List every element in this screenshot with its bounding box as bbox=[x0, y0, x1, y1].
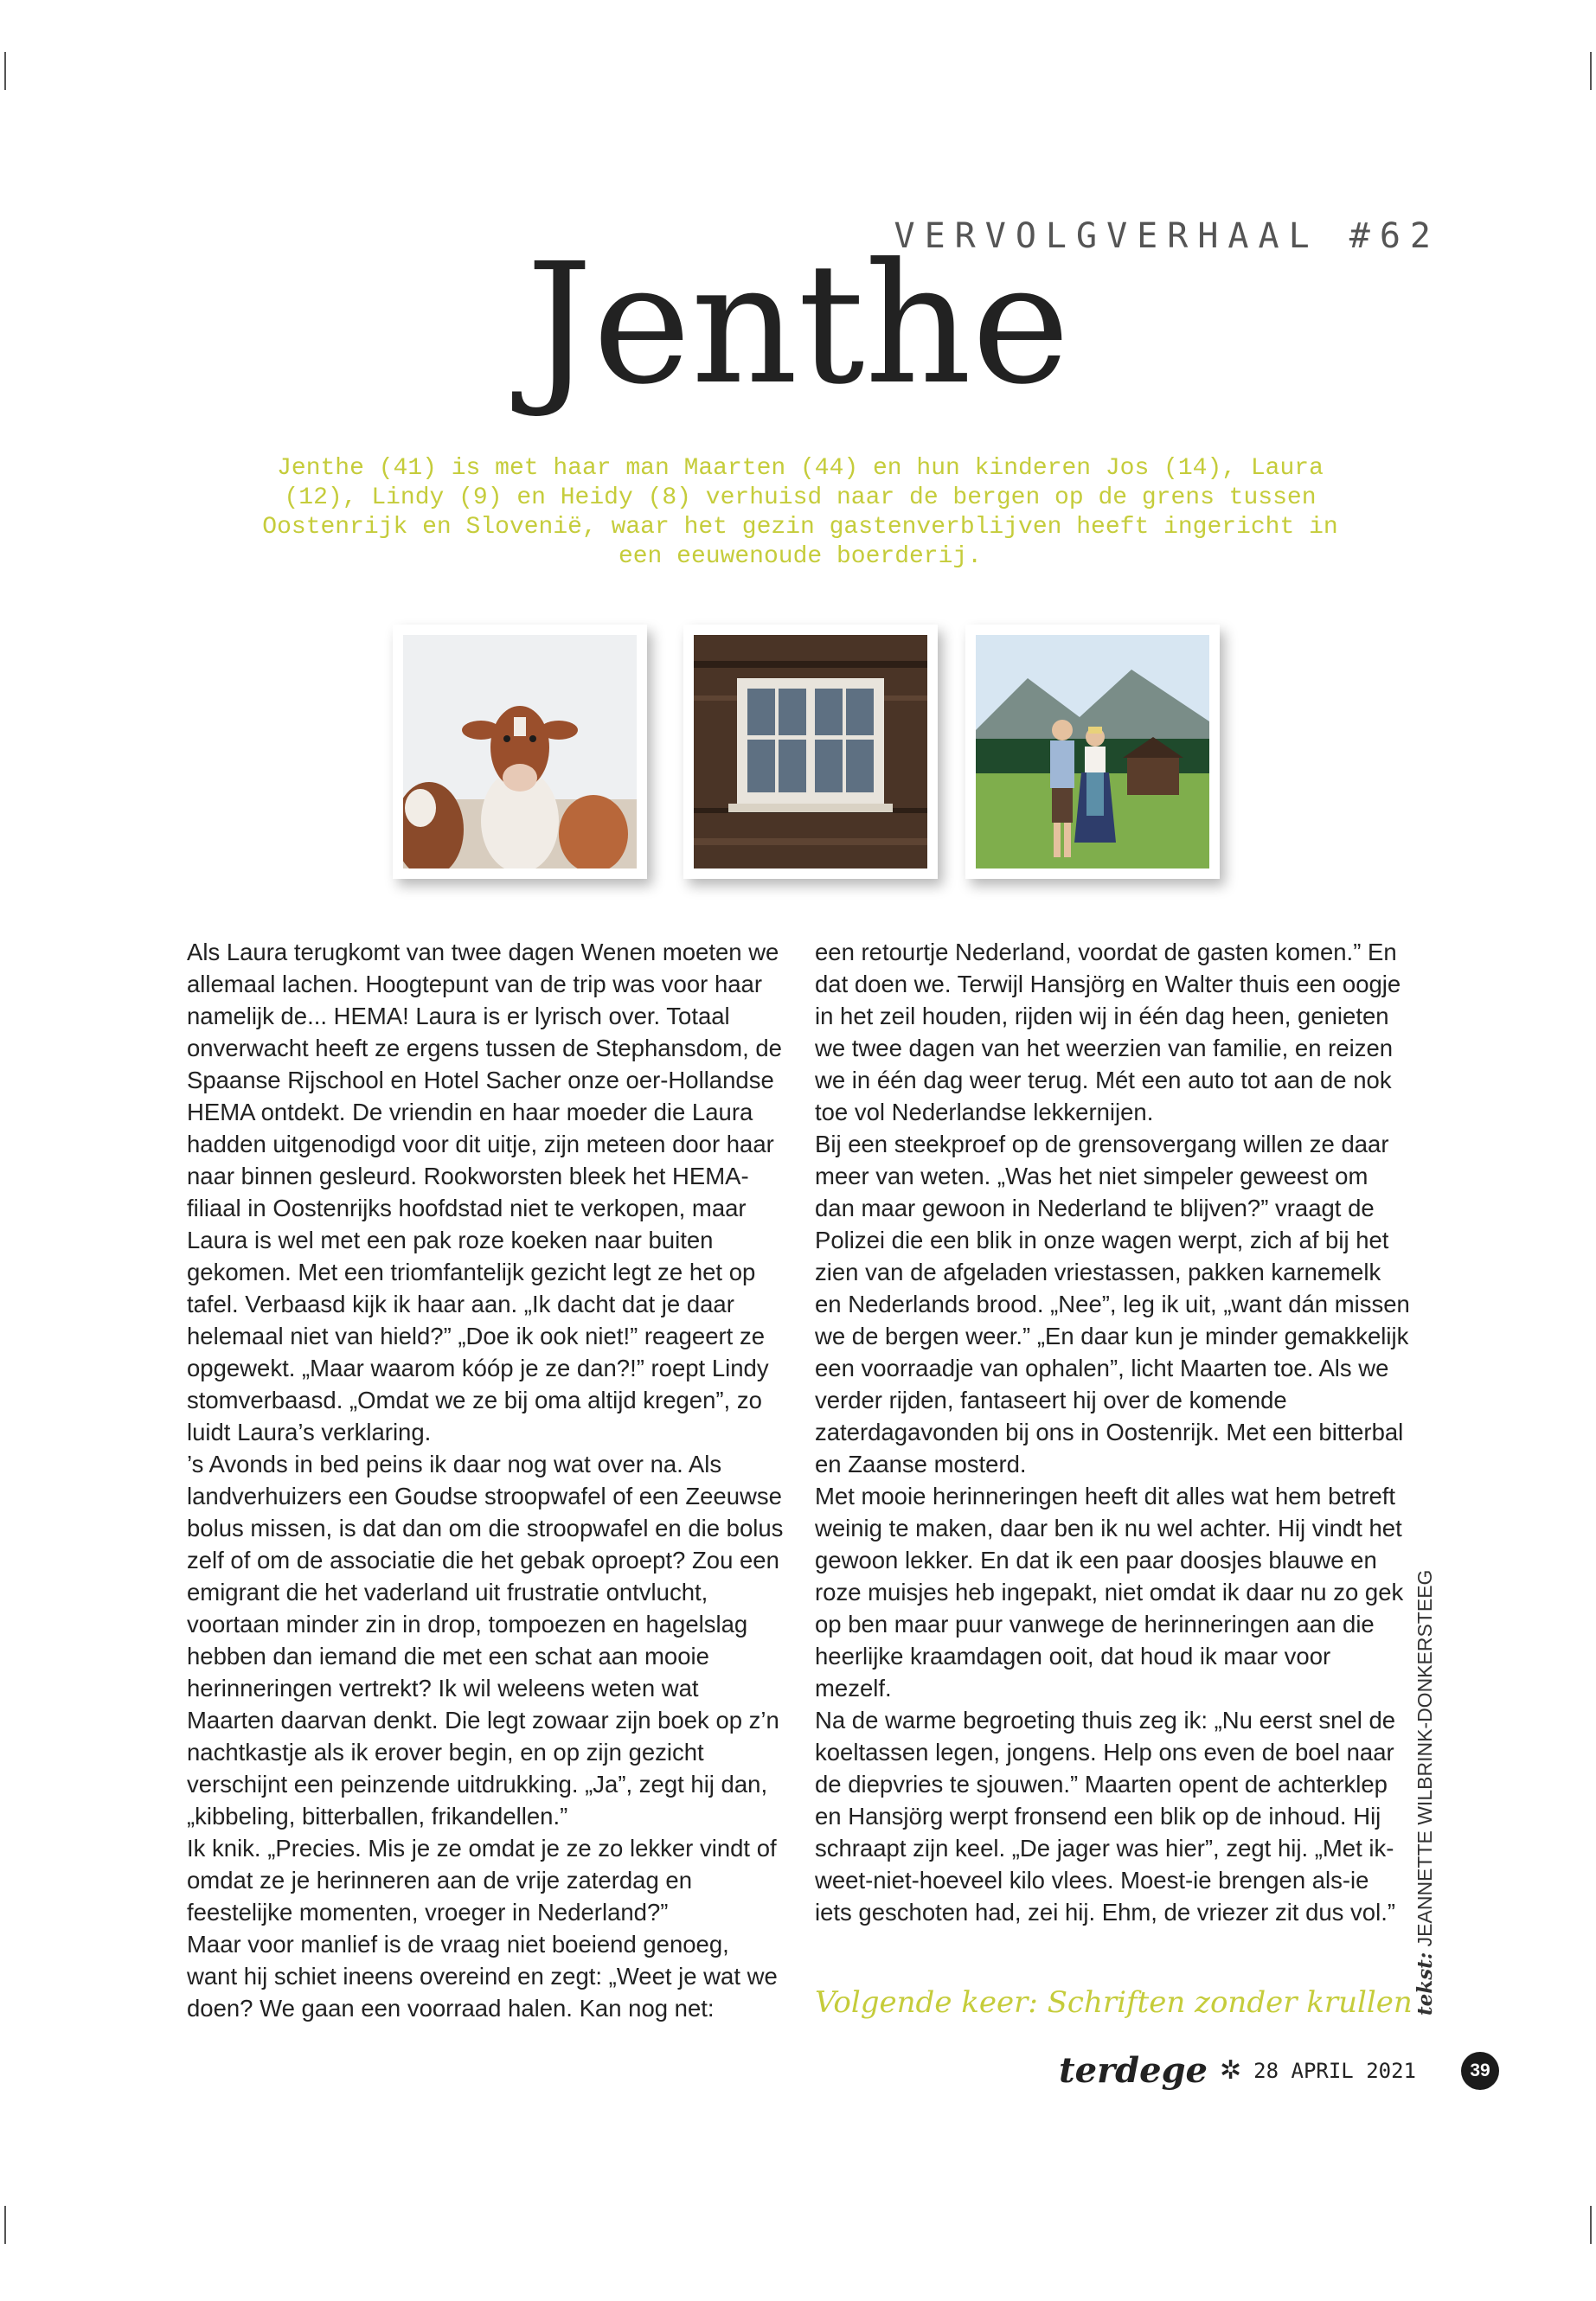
article-column-2 bbox=[815, 936, 1412, 1928]
asterisk-icon: ✲ bbox=[1220, 2056, 1242, 2085]
article-paragraph: Na de warme begroeting thuis zeg ik: „Nu eerst snel de koeltassen legen, jongens. Help ons even de boel naar de diepvries te sjouwen.” Maarten opent de achterklep en Hansjörg werpt fronsend een blik op de inhoud. Hij schraapt zijn keel. „De jager was hier”, zegt hij. „Met ik-weet-niet-hoeveel kilo vlees. Moest-ie brengen als-ie iets geschoten had, zei hij. Ehm, de vriezer zit dus vol.” bbox=[815, 1707, 1396, 1926]
window-photo bbox=[683, 625, 938, 879]
intro-text: Jenthe (41) is met haar man Maarten (44) en hun kinderen Jos (14), Laura (12), Lindy (9) en Heidy (8) verhuisd naar de bergen op de grens tussen Oostenrijk en Slovenië, waar het gezin gastenverblijven heeft ingericht in een eeuwenoude boerderij. bbox=[262, 455, 1338, 570]
article-paragraph: ’s Avonds in bed peins ik daar nog wat over na. Als landverhuizers een Goudse stroopwafel of een Zeeuwse bolus missen, is dat dan om die stroopwafel en die bolus zelf of om de associatie die het gebak oproept? Zou een emigrant die het vaderland uit frustratie ontvlucht, voortaan minder zin in drop, tompoezen en hagelslag hebben dan iemand die met een schat aan mooie herinneringen vertrekt? Ik wil weleens weten wat Maarten daarvan denkt. Die legt zowaar zijn boek op z’n nachtkastje als ik erover begin, en op zijn gezicht verschijnt een peinzende uitdrukking. „Ja”, zegt hij dan, „kibbeling, bitterballen, frikandellen.” bbox=[187, 1451, 784, 1830]
page-title: Jenthe bbox=[526, 228, 1070, 421]
couple-photo bbox=[965, 625, 1220, 879]
cow-photo-image bbox=[403, 635, 637, 868]
article-column-1 bbox=[187, 936, 784, 2024]
crop-mark-top-left bbox=[4, 52, 6, 90]
article-paragraph: Ik knik. „Precies. Mis je ze omdat je ze zo lekker vindt of omdat ze je herinneren aan de vrije zaterdag en feestelijke momenten, vroeger in Nederland?” bbox=[187, 1835, 777, 1926]
issue-date: 28 APRIL 2021 bbox=[1253, 2058, 1416, 2083]
article-paragraph: een retourtje Nederland, voordat de gasten komen.” En dat doen we. Terwijl Hansjörg en Walter thuis een oogje in het zeil houden, rijden wij in één dag heen, genieten we twee dagen van het weerzien van familie, en reizen we in één dag weer terug. Mét een auto tot aan de nok toe vol Nederlandse lekkernijen. bbox=[815, 939, 1401, 1125]
author-credit bbox=[1413, 1570, 1437, 2016]
article-paragraph: Bij een steekproef op de grensovergang willen ze daar meer van weten. „Was het niet simpeler geweest om dan maar gewoon in Nederland te blijven?” vraagt de Polizei die een blik in onze wagen werpt, zich af bij het zien van de afgeladen vriestassen, pakken karnemelk en Nederlands brood. „Nee”, leg ik uit, „want dán missen we de bergen weer.” „En daar kun je minder gemakkelijk een voorraadje van ophalen”, licht Maarten toe. Als we verder rijden, fantaseert hij over de komende zaterdagavonden bij ons in Oostenrijk. Met een bitterbal en Zaanse mosterd. bbox=[815, 1131, 1410, 1477]
credit-label: tekst: bbox=[1413, 1952, 1437, 2016]
article-paragraph: Met mooie herinneringen heeft dit alles wat hem betreft weinig te maken, daar ben ik nu wel achter. Hij vindt het gewoon lekker. En dat ik een paar doosjes blauwe en roze muisjes heb ingepakt, niet omdat ik daar nu zo gek op ben maar puur vanwege de herinneringen aan die heerlijke kraamdagen ooit, dat houd ik maar voor mezelf. bbox=[815, 1483, 1404, 1702]
credit-author: JEANNETTE WILBRINK-DONKERSTEEG bbox=[1413, 1569, 1436, 1947]
page-number: 39 bbox=[1461, 2052, 1499, 2090]
cow-photo bbox=[393, 625, 647, 879]
window-photo-image bbox=[694, 635, 927, 868]
couple-photo-image bbox=[976, 635, 1209, 868]
article-paragraph: Als Laura terugkomt van twee dagen Wenen moeten we allemaal lachen. Hoogtepunt van de trip was voor haar namelijk de... HEMA! Laura is er lyrisch over. Totaal onverwacht heeft ze ergens tussen de Stephansdom, de Spaanse Rijschool en Hotel Sacher onze oer-Hollandse HEMA ontdekt. De vriendin en haar moeder die Laura hadden uitgenodigd voor dit uitje, zijn meteen door haar naar binnen gesleurd. Rookworsten bleek het HEMA-filiaal in Oostenrijks hoofdstad niet te verkopen, maar Laura is wel met een pak roze koeken naar buiten gekomen. Met een triomfantelijk gezicht legt ze het op tafel. Verbaasd kijk ik haar aan. „Ik dacht dat je daar helemaal niet van hield?” „Doe ik ook niet!” reageert ze opgewekt. „Maar waarom kóóp je ze dan?!” roept Lindy stomverbaasd. „Omdat we ze bij oma altijd kregen”, zo luidt Laura’s verklaring. bbox=[187, 939, 782, 1445]
magazine-brand: terdege bbox=[1059, 2050, 1208, 2091]
page-footer bbox=[1059, 2050, 1499, 2091]
series-label: VERVOLGVERHAAL #62 bbox=[894, 216, 1440, 256]
crop-mark-top-right bbox=[1590, 52, 1592, 90]
crop-mark-bottom-right bbox=[1590, 2206, 1592, 2244]
article-paragraph: Maar voor manlief is de vraag niet boeiend genoeg, want hij schiet ineens overeind en zegt: „Weet je wat we doen? We gaan een voorraad halen. Kan nog net: bbox=[187, 1931, 778, 2022]
crop-mark-bottom-left bbox=[4, 2206, 6, 2244]
next-time-teaser: Volgende keer: Schriften zonder krullen bbox=[815, 1985, 1413, 2020]
